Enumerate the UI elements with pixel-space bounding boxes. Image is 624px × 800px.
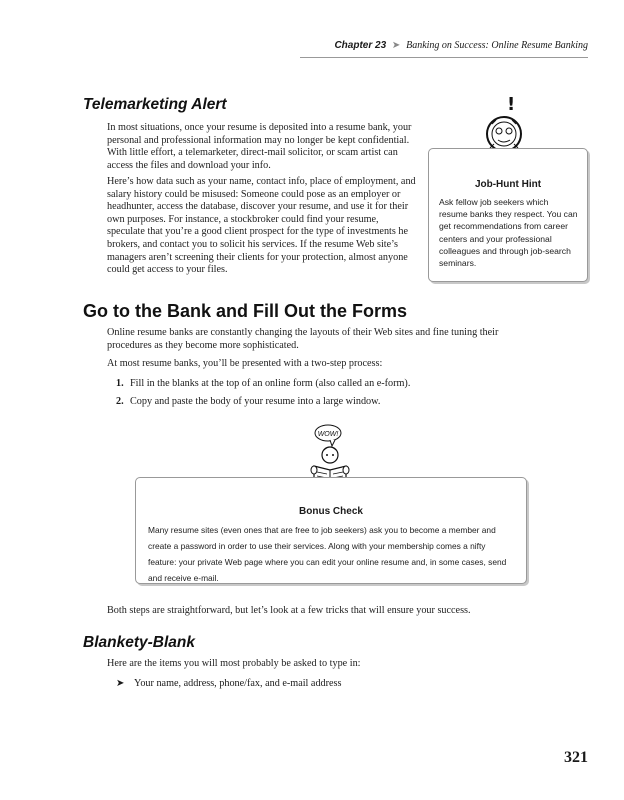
list-item: ➤ Your name, address, phone/fax, and e-mail address bbox=[116, 678, 342, 689]
paragraph-after-bonus: Both steps are straightforward, but let’s look at a few tricks that will ensure your success. bbox=[107, 605, 471, 616]
paragraph-bank-2: At most resume banks, you’ll be presented with a two-step process: bbox=[107, 358, 383, 369]
svg-text:!: ! bbox=[507, 96, 516, 115]
paragraph-blankety-1: Here are the items you will most probably be asked to type in: bbox=[107, 658, 361, 669]
chapter-title: Banking on Success: Online Resume Banking bbox=[406, 40, 588, 51]
list-item: 1. Fill in the blanks at the top of an online form (also called an e-form). bbox=[116, 378, 411, 389]
bonus-check-title: Bonus Check bbox=[299, 506, 363, 517]
paragraph-telemarketing-2: Here’s how data such as your name, contact info, place of employment, and salary history could be misused: Someone could pose as an employer or headhunter, access the database, discover your resume, and use it for their own purposes. For instance, a stockbroker could find your resume, speculate that you’re a good client prospect for the type of investments he brokers, and contact you to solicit his services. If the resume Web site’s managers aren’t screening their clients for your protection, almost anyone could get access to your files. bbox=[107, 176, 416, 276]
heading-blankety-blank: Blankety-Blank bbox=[83, 634, 195, 651]
steps-list bbox=[116, 378, 516, 413]
bonus-check-text: Many resume sites (even ones that are free to job seekers) ask you to become a member and create a password in order to use their services. Along with your membership comes a nifty feature: your private Web page where you can edit your online resume and, in some cases, send and receive e-mail. bbox=[148, 525, 507, 583]
arrow-bullet-icon: ➤ bbox=[116, 678, 125, 689]
arrow-icon: ➤ bbox=[391, 40, 401, 51]
page-number: 321 bbox=[564, 749, 588, 766]
bonus-check-box bbox=[135, 477, 527, 584]
paragraph-telemarketing-1: In most situations, once your resume is deposited into a resume bank, your personal and professional information may no longer be kept confidential. With little effort, a telemarketer, direct-mail solicitor, or scam artist can access the files and download your info. bbox=[107, 122, 412, 171]
heading-telemarketing-alert: Telemarketing Alert bbox=[83, 96, 227, 113]
header-rule bbox=[300, 57, 588, 58]
list-item: 2. Copy and paste the body of your resume into a large window. bbox=[116, 395, 381, 407]
job-hunt-hint-box bbox=[428, 148, 588, 282]
heading-go-to-bank: Go to the Bank and Fill Out the Forms bbox=[83, 301, 408, 321]
job-hunt-hint-text: Ask fellow job seekers which resume banks they respect. You can get recommendations from career centers and your professional colleagues and through job-search seminars. bbox=[439, 197, 578, 269]
paragraph-bank-1: Online resume banks are constantly changing the layouts of their Web sites and fine tuning their procedures as they become more sophisticated. bbox=[107, 327, 499, 351]
chapter-label: Chapter 23 bbox=[334, 40, 387, 51]
wow-bubble-text: WOW! bbox=[317, 431, 339, 438]
running-header bbox=[334, 40, 588, 51]
job-hunt-hint-title: Job-Hunt Hint bbox=[474, 179, 542, 190]
